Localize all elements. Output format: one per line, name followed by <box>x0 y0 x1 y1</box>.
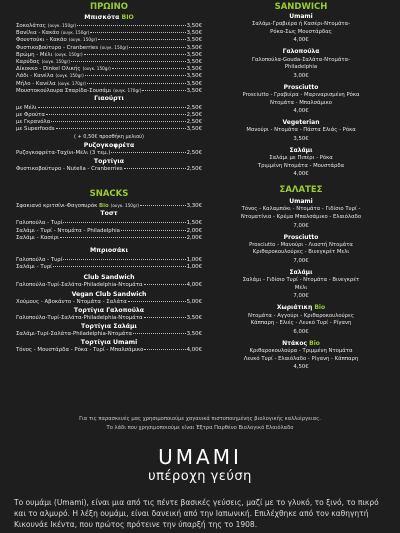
item-price: 2,50€ <box>186 104 202 111</box>
item-name: Σαλάμι - Τυρί <box>16 264 52 271</box>
card-title <box>210 147 392 155</box>
menu-row <box>16 65 202 72</box>
salads-title: ΣΑΛΑΤΕΣ <box>279 185 323 196</box>
menu-row <box>16 87 202 94</box>
card-description: Σαλάμι - Γιδίσιο Τυρί - Ντομάτα - Βινεγκρέτ <box>242 277 360 284</box>
item-price: 3,50€ <box>186 23 202 29</box>
card-name: Prosciutto <box>283 233 319 241</box>
item-price: 2,50€ <box>186 119 202 126</box>
item-price: 4,00€ <box>186 347 202 354</box>
menu-row <box>16 150 202 157</box>
menu-row <box>16 72 202 79</box>
tortilla-umami-list <box>16 347 202 354</box>
tortilla-title: Τορτίγια <box>93 158 125 165</box>
yogurt-title: Γιαούρτι <box>94 94 124 102</box>
item-price: 2,00€ <box>186 234 202 241</box>
menu-row <box>16 44 202 51</box>
item-name: Φουντούκι - Κακάο <box>16 37 67 44</box>
item-price: 3,50€ <box>186 30 202 37</box>
item-name: Τόνος - Μουστάρδα - Ρόκα - Τυρί - Μπαλσάμικο <box>16 347 144 354</box>
card-description: Ντοματίνια - Κρέμα Μπαλσάμικο - Ελαιόλαδο <box>240 214 362 221</box>
item-price: 2,50€ <box>186 166 202 172</box>
menu-card <box>210 304 392 339</box>
menu-row <box>16 220 202 227</box>
item-price: 3,50€ <box>186 73 202 80</box>
menu-row <box>16 22 202 29</box>
card-price: 6,00€ <box>293 328 309 335</box>
card-price: 7,00€ <box>293 293 309 300</box>
item-price: 2,00€ <box>186 227 202 234</box>
sandwich-title: SANDWICH <box>274 2 328 12</box>
card-description: Σαλάμι με Πιπέρι - Ρόκα <box>269 155 333 162</box>
tortilla-salami-list <box>16 331 202 338</box>
salads-list <box>210 198 392 375</box>
card-name: Σαλάμι <box>289 269 313 277</box>
brand-name: UMAMI <box>158 445 242 469</box>
card-price: 4,00€ <box>293 108 309 115</box>
tortilla-salami-title: Τορτίγια Σαλάμι <box>81 322 137 330</box>
vegan-club-list <box>16 299 202 306</box>
card-price: 3,00€ <box>293 72 309 79</box>
card-description: Prosciutto - Μανούρι - Λιαστή Ντομάτα <box>249 241 353 248</box>
item-price: 5,00€ <box>186 298 202 305</box>
item-price: 3,50€ <box>186 58 202 65</box>
item-price: 3,50€ <box>186 314 202 321</box>
card-name: Ντάκος <box>282 339 308 347</box>
brand-tagline: υπέροχη γεύση <box>148 469 252 484</box>
dot-leader <box>112 68 186 69</box>
item-price: 3,50€ <box>186 51 202 58</box>
card-title <box>210 84 392 92</box>
dot-leader <box>71 61 186 62</box>
card-description: Κριθαροκουλούρα - Τριμμένη Ντομάτα <box>249 347 353 354</box>
card-title <box>210 48 392 56</box>
dot-leader <box>46 114 186 115</box>
item-note: (ουγκ. 150gr) <box>54 51 83 57</box>
dot-leader <box>144 317 186 318</box>
item-note: (ουγκ. 150gr) <box>82 66 111 72</box>
dot-leader <box>38 107 186 108</box>
item-name: με Μέλι <box>16 104 37 111</box>
dot-leader <box>128 301 186 302</box>
dot-leader <box>53 266 186 267</box>
menu-row <box>16 228 202 235</box>
item-price: 1,00€ <box>186 256 202 263</box>
bio-biscuits-list <box>16 22 202 94</box>
card-description: Μανούρι - Ντομάτα - Πάστα Ελιάς - Ρόκα <box>246 127 356 134</box>
menu-card <box>210 48 392 83</box>
item-name: Γαλοπούλα - Τυρί <box>16 220 63 227</box>
mini-list <box>16 257 202 271</box>
item-name: με Γκρανόλα <box>16 119 51 126</box>
menu-card <box>210 13 392 48</box>
item-note: (ουγκ. 150gr) <box>61 30 90 36</box>
dot-leader <box>77 25 185 26</box>
item-name: Καρύδας <box>16 58 40 65</box>
dot-leader <box>90 32 185 33</box>
card-title <box>210 13 392 21</box>
club-title: Club Sandwich <box>83 274 135 282</box>
breakfast-title: ΠΡΩΙΝΟ <box>89 2 129 12</box>
dot-leader <box>111 152 185 153</box>
item-name: Γαλοπούλα-Τυρί-Σαλάτα-Philadelphia-Ντομάτα <box>16 314 143 321</box>
item-price: 3,50€ <box>186 80 202 87</box>
dot-leader <box>129 47 185 48</box>
item-name: με Superfoods <box>16 126 55 133</box>
item-name: Σοκολάτας <box>16 23 46 29</box>
menu-row <box>16 51 202 58</box>
card-price: 7,00€ <box>293 222 309 229</box>
card-description: Τριμμένη Ντομάτα - Μουστάρδα <box>257 162 345 169</box>
card-name: Σαλάμι <box>289 146 313 154</box>
mini-title: Μπριοσάκι <box>89 246 129 254</box>
dot-leader <box>85 75 186 76</box>
card-description: Ντομάτα - Μπαλσάμικο <box>270 99 332 106</box>
card-description: Philadelphia <box>284 64 318 71</box>
menu-row <box>16 347 202 354</box>
item-price: 3,50€ <box>186 330 202 337</box>
item-name: Σαλάμι - Τυρί - Ντομάτα - Philadelphia <box>16 227 120 234</box>
card-description: Λευκό Τυρί - Ελαιόλαδο - Ρίγανη - Κάππαρη <box>243 355 359 362</box>
menu-card <box>210 340 392 375</box>
item-name: Φυστικοβούτυρο - Cranberries <box>16 44 99 51</box>
item-note: (ουγκ. 150gr) <box>55 73 84 79</box>
rice-cake-title: Ρυζογκοφρέτα <box>83 141 135 149</box>
card-title <box>210 269 392 277</box>
card-title <box>210 234 392 242</box>
card-description: Σαλάμι-Γραβιέρα ή Κασέρι-Ντομάτα- <box>251 21 351 28</box>
item-name: Λάδι - Κανέλα <box>16 73 54 80</box>
menu-row <box>16 36 202 43</box>
card-price: 7,00€ <box>293 258 309 265</box>
item-price: 3,50€ <box>186 44 202 51</box>
left-column <box>16 0 202 354</box>
menu-row <box>16 299 202 306</box>
tortilla-turkey-title: Τορτίγια Γαλοπούλα <box>73 306 145 314</box>
item-name: Γαλοπούλα-Τυρί-Σαλάτα-Philadelphia-Ντομάτα <box>16 282 143 289</box>
menu-card <box>210 269 392 304</box>
menu-row <box>16 282 202 289</box>
menu-card <box>210 84 392 119</box>
card-description: Μέλι <box>294 284 308 291</box>
item-price: 2,50€ <box>186 112 202 119</box>
item-price: 3,50€ <box>186 126 202 133</box>
menu-row <box>16 58 202 65</box>
dot-leader <box>60 237 186 238</box>
yogurt-note: ( + 0,50€ προσθήκη μελιού) <box>73 133 144 140</box>
card-title <box>210 340 392 348</box>
item-name: Σαλάμι-Τυρί-Σαλάτα-Philadelphia-Ντομάτα <box>16 330 133 337</box>
dot-leader <box>144 284 186 285</box>
item-price: 3,50€ <box>186 37 202 44</box>
item-name: Βανίλια - Κακάο <box>16 30 60 37</box>
item-name: με Φρούτα <box>16 112 45 119</box>
dot-leader <box>51 121 185 122</box>
menu-row <box>16 166 202 173</box>
card-description: Γαλοπούλα-Gouda-Σαλάτα-Ντομάτα- <box>252 56 350 63</box>
card-title <box>210 304 392 312</box>
card-name: Umami <box>289 198 313 206</box>
menu-row <box>16 235 202 242</box>
menu-row <box>16 29 202 36</box>
item-name: Δίκοκκο - Dinkel Ολικής <box>16 66 81 73</box>
menu-row <box>16 315 202 322</box>
item-name: Ρυζογκοφρέτα-Ταχίνι-Μέλι (3 τεμ.) <box>16 149 111 156</box>
card-price: 4,00€ <box>293 171 309 178</box>
card-price: 3,50€ <box>293 135 309 142</box>
card-name: Prosciutto <box>283 83 319 91</box>
menu-card <box>210 234 392 269</box>
card-name: Vegeterian <box>282 119 320 127</box>
card-description: Ντομάτα - Αγγούρι - Κριθαροκουλούρες <box>247 312 354 319</box>
snacks-title: SNACKS <box>89 189 129 200</box>
rice-cake-list <box>16 150 202 157</box>
card-price: 4,50€ <box>293 364 309 371</box>
menu-row <box>16 331 202 338</box>
item-name: Χούμους - Αβοκάντο - Ντομάτα - Σαλάτα <box>16 298 127 305</box>
umami-description: Το ουμάμι (Umami), είναι μια από τις πέντε βασικές γεύσεις, μαζί με το γλυκό, το ξινό, το πικρό και το αλμυρό. Η λέξη ουμάμι, είναι δανεική από την Ιαπωνική. Επιλέχθηκε από τον καθηγητή Κικουνάε Ικέντα, που πρώτος πρότεινε την ύπαρξή της το 1908. <box>14 498 379 529</box>
menu-card <box>210 198 392 233</box>
menu-row <box>16 126 202 133</box>
menu-row <box>16 264 202 271</box>
footnote-oil: Το λάδι που χρησιμοποιούμε είναι Έξτρα Παρθένο Βιολογικό Ελαιόλαδο <box>106 425 294 431</box>
item-name: Μήλο - Κανέλα <box>16 80 56 87</box>
item-price: 4,00€ <box>186 282 202 289</box>
menu-row <box>16 105 202 112</box>
card-description: Κάππαρη - Ελιές - Λευκό Τυρί - Ρίγανη <box>250 320 352 327</box>
tortilla-umami-title: Τορτίγια Umami <box>80 339 138 347</box>
card-name: Umami <box>289 13 313 20</box>
card-description: Κριθαροκουλούρες - Βινεγκρέτ Μελι <box>252 249 350 256</box>
tortilla-turkey-list <box>16 315 202 322</box>
menu-row <box>16 119 202 126</box>
card-name: Χωριάτικη <box>276 304 313 312</box>
toast-list <box>16 220 202 242</box>
item-note: (ουγκ. 150gr) <box>41 58 70 64</box>
vegan-club-title: Vegan Club Sandwich <box>71 290 147 298</box>
dot-leader <box>121 230 186 231</box>
toast-title: Τοστ <box>100 210 118 218</box>
dot-leader <box>63 259 185 260</box>
dot-leader <box>144 349 185 350</box>
dot-leader <box>56 128 186 129</box>
yogurt-list <box>16 105 202 134</box>
tortilla-list <box>16 166 202 173</box>
item-price: 3,50€ <box>186 66 202 73</box>
dot-leader <box>63 222 185 223</box>
bio-tag: Bio <box>309 339 320 347</box>
card-description: Τόνος - Καλαμπόκι - Ντομάτα - Γιδίσιο Τυρί - <box>241 206 361 213</box>
right-column <box>210 0 392 375</box>
menu-row <box>16 80 202 87</box>
item-note: (ουγκ. 150gr) <box>100 44 129 50</box>
dot-leader <box>87 83 186 84</box>
card-name: Γαλοπούλα <box>282 48 320 56</box>
dot-leader <box>84 54 186 55</box>
dot-leader <box>142 90 185 91</box>
menu-card <box>210 119 392 147</box>
club-list <box>16 282 202 289</box>
bio-tag: Bio <box>314 304 326 312</box>
card-description: Ρόκα-Σως Μουστάρδας <box>270 28 332 35</box>
card-description: Prosciutto - Γραβιέρα - Μαριναρισμένη Ρόκα <box>242 91 360 98</box>
item-name: Μουστοκούλουρα Σπαρίδα-Σουσάμι <box>16 87 112 94</box>
bio-biscuits-title: Μπισκότα BIO <box>84 14 134 21</box>
item-note: (ουγκ. 150gr) <box>47 23 77 28</box>
snack-first-row: Σφακιανό κριτσίνι-Φαγοπυρόκ Bio (ουγκ. 150gr) 3,30€ <box>16 203 202 210</box>
item-price: 2,50€ <box>186 149 202 156</box>
item-note: (ουγκ. 170gr) <box>113 87 142 93</box>
footnote-organic: Για τις παρασκευές μας χρησιμοποιούμε χαγανικά πιστοποιημένης βιολογικής καλλιέργειας. <box>79 416 321 422</box>
item-price: 1,50€ <box>186 220 202 227</box>
menu-card <box>210 147 392 182</box>
sandwich-list <box>210 13 392 182</box>
dot-leader <box>133 333 185 334</box>
dot-leader <box>124 168 186 169</box>
item-name: Βρώμη - Μέλι <box>16 51 53 58</box>
item-note: (ουγκ. 170gr) <box>57 80 86 86</box>
card-price: 4,00€ <box>293 37 309 44</box>
item-price: 1,00€ <box>186 264 202 271</box>
item-name: Φυστικοβούτυρο - Nutella - Cranberries <box>16 166 123 172</box>
item-note: (ουγκ. 150gr) <box>68 37 98 43</box>
item-name: Γαλοπούλα - Τυρί <box>16 256 63 263</box>
dot-leader <box>98 39 186 40</box>
item-name: Σαλάμι - Κασέρι <box>16 234 59 241</box>
item-price: 3,50€ <box>186 87 202 94</box>
